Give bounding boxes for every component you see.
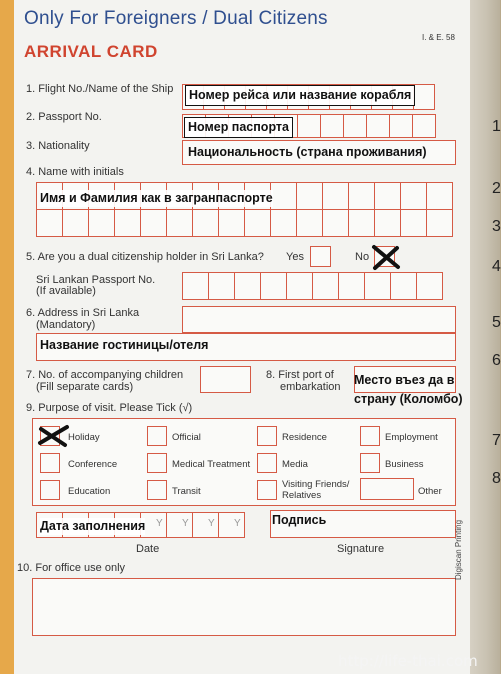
address-value: Название гостиницы/отеля <box>40 338 209 352</box>
purpose-medical-label: Medical Treatment <box>172 459 251 470</box>
arrival-card <box>14 0 470 674</box>
purpose-other-field[interactable] <box>360 478 414 500</box>
date-value: Дата заполнения <box>40 519 146 533</box>
date-year-letter: Y <box>156 518 163 529</box>
card-subtitle: ARRIVAL CARD <box>24 42 158 61</box>
purpose-holiday-checkbox[interactable] <box>40 426 60 446</box>
nationality-label: 3. Nationality <box>26 140 90 152</box>
dual-no-label: No <box>355 251 370 263</box>
purpose-other-label: Other <box>418 486 442 497</box>
sl-passport-label-1: Sri Lankan Passport No. <box>36 274 156 286</box>
flight-label: 1. Flight No./Name of the Ship <box>26 83 174 95</box>
passport-label: 2. Passport No. <box>26 111 102 123</box>
name-value: Имя и Фамилия как в загранпаспорте <box>40 191 273 205</box>
side-number: 2 <box>492 180 501 197</box>
passport-value: Номер паспорта <box>184 117 293 138</box>
port-value-line-1: Место въез да в <box>354 373 455 387</box>
purpose-residence-label: Residence <box>282 432 327 443</box>
purpose-residence-checkbox[interactable] <box>257 426 277 446</box>
address-field-line-1[interactable] <box>182 306 456 333</box>
dual-label: 5. Are you a dual citizenship holder in Sri Lanka? <box>26 251 264 263</box>
purpose-media-label: Media <box>282 459 308 470</box>
side-number: 3 <box>492 218 501 235</box>
dual-yes-label: Yes <box>286 251 304 263</box>
purpose-employment-checkbox[interactable] <box>360 426 380 446</box>
signature-label: Signature <box>337 543 385 555</box>
date-year-letter: Y <box>208 518 215 529</box>
dual-no-checkbox[interactable] <box>374 246 395 267</box>
purpose-education-checkbox[interactable] <box>40 480 60 500</box>
next-page-edge <box>466 0 500 674</box>
dual-yes-checkbox[interactable] <box>310 246 331 267</box>
flight-value: Номер рейса или название корабля <box>185 85 415 106</box>
children-label-1: 7. No. of accompanying children <box>26 369 184 381</box>
date-label: Date <box>136 543 160 555</box>
check-mark-x-icon <box>37 423 71 449</box>
purpose-employment-label: Employment <box>385 432 438 443</box>
address-label-1: 6. Address in Sri Lanka <box>26 307 140 319</box>
purpose-medical-checkbox[interactable] <box>147 453 167 473</box>
purpose-conference-label: Conference <box>68 459 118 470</box>
purpose-transit-checkbox[interactable] <box>147 480 167 500</box>
check-mark-x-icon <box>371 243 401 271</box>
office-label: 10. For office use only <box>17 562 126 574</box>
side-number: 4 <box>492 258 501 275</box>
purpose-label: 9. Purpose of visit. Please Tick (√) <box>26 402 193 414</box>
watermark: http://life-thai.com <box>338 652 478 670</box>
orange-background <box>0 0 14 674</box>
purpose-visiting-checkbox[interactable] <box>257 480 277 500</box>
side-number: 7 <box>492 432 501 449</box>
purpose-visiting-label-2: Relatives <box>282 490 322 501</box>
sl-passport-label-2: (If available) <box>36 285 96 297</box>
purpose-business-label: Business <box>385 459 424 470</box>
purpose-visiting-label-1: Visiting Friends/ <box>282 479 350 490</box>
children-field[interactable] <box>200 366 251 393</box>
sl-passport-field[interactable] <box>182 272 442 300</box>
purpose-media-checkbox[interactable] <box>257 453 277 473</box>
side-number: 6 <box>492 352 501 369</box>
port-label-1: 8. First port of <box>266 369 334 381</box>
date-year-letter: Y <box>234 518 241 529</box>
purpose-business-checkbox[interactable] <box>360 453 380 473</box>
side-number: 8 <box>492 470 501 487</box>
purpose-official-checkbox[interactable] <box>147 426 167 446</box>
name-label: 4. Name with initials <box>26 166 124 178</box>
card-title: Only For Foreigners / Dual Citizens <box>24 8 328 29</box>
form-number: I. & E. 58 <box>422 33 455 42</box>
purpose-transit-label: Transit <box>172 486 201 497</box>
children-label-2: (Fill separate cards) <box>36 381 134 393</box>
purpose-holiday-label: Holiday <box>68 432 100 443</box>
printer-credit: Digiscan Printing <box>454 519 463 580</box>
signature-value: Подпись <box>272 513 327 527</box>
date-year-letter: Y <box>182 518 189 529</box>
port-value-line-2: страну (Коломбо) <box>354 392 463 406</box>
office-use-area <box>32 578 456 636</box>
purpose-education-label: Education <box>68 486 111 497</box>
port-label-2: embarkation <box>280 381 341 393</box>
side-number: 5 <box>492 314 501 331</box>
purpose-official-label: Official <box>172 432 201 443</box>
nationality-value: Национальность (страна проживания) <box>188 145 427 159</box>
side-number: 1 <box>492 118 501 135</box>
address-label-2: (Mandatory) <box>36 319 96 331</box>
purpose-conference-checkbox[interactable] <box>40 453 60 473</box>
